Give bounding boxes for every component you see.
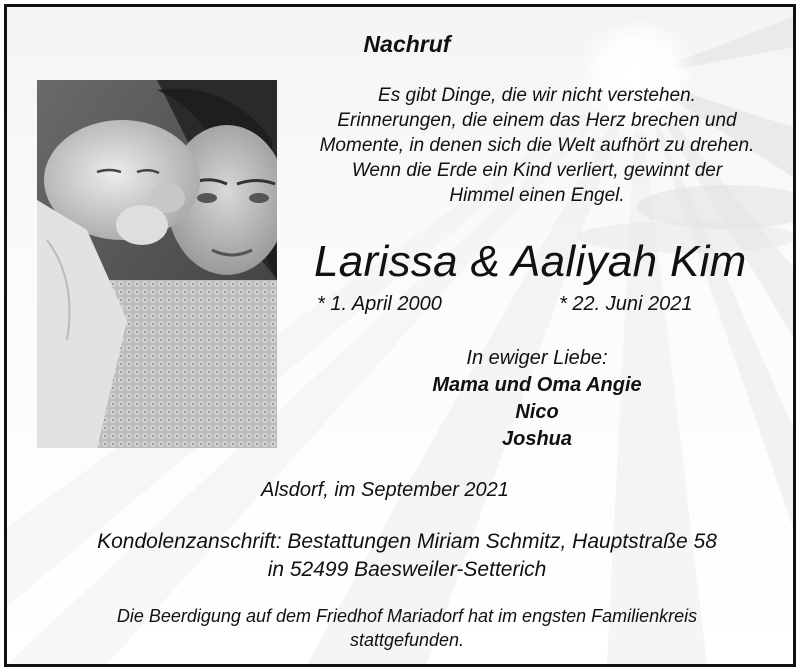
- burial-note: [7, 604, 796, 652]
- deceased-names: Larissa & Aaliyah Kim: [314, 237, 747, 286]
- burial-line: stattgefunden.: [349, 630, 465, 650]
- portrait-photo: [37, 80, 277, 448]
- mourner-name: Joshua: [501, 428, 573, 450]
- address-line: in 52499 Baesweiler-Setterich: [267, 558, 547, 581]
- burial-line: Die Beerdigung auf dem Friedhof Mariadorf hat im engsten Familienkreis: [116, 606, 698, 626]
- poem-line: Himmel einen Engel.: [449, 185, 625, 206]
- birth-date: * 1. April 2000: [317, 293, 442, 315]
- second-date: * 22. Juni 2021: [559, 293, 693, 315]
- condolence-address: [7, 528, 796, 584]
- mourner-name: Mama und Oma Angie: [432, 374, 642, 396]
- obituary-card: [4, 4, 796, 667]
- address-line: Kondolenzanschrift: Bestattungen Miriam Schmitz, Hauptstraße 58: [97, 530, 717, 553]
- poem-line: Es gibt Dinge, die wir nicht verstehen.: [378, 85, 696, 106]
- poem-line: Wenn die Erde ein Kind verliert, gewinnt der: [351, 160, 723, 181]
- mourners-intro: In ewiger Liebe:: [466, 347, 608, 369]
- poem-line: Momente, in denen sich die Welt aufhört zu drehen.: [319, 135, 755, 156]
- mother-and-baby-photo: [37, 80, 277, 448]
- mourners-block: [387, 345, 687, 453]
- place-and-date: Alsdorf, im September 2021: [261, 479, 509, 501]
- obituary-heading: Nachruf: [363, 31, 451, 57]
- poem-line: Erinnerungen, die einem das Herz brechen und: [337, 110, 737, 131]
- mourner-name: Nico: [515, 401, 559, 423]
- poem: [277, 83, 796, 208]
